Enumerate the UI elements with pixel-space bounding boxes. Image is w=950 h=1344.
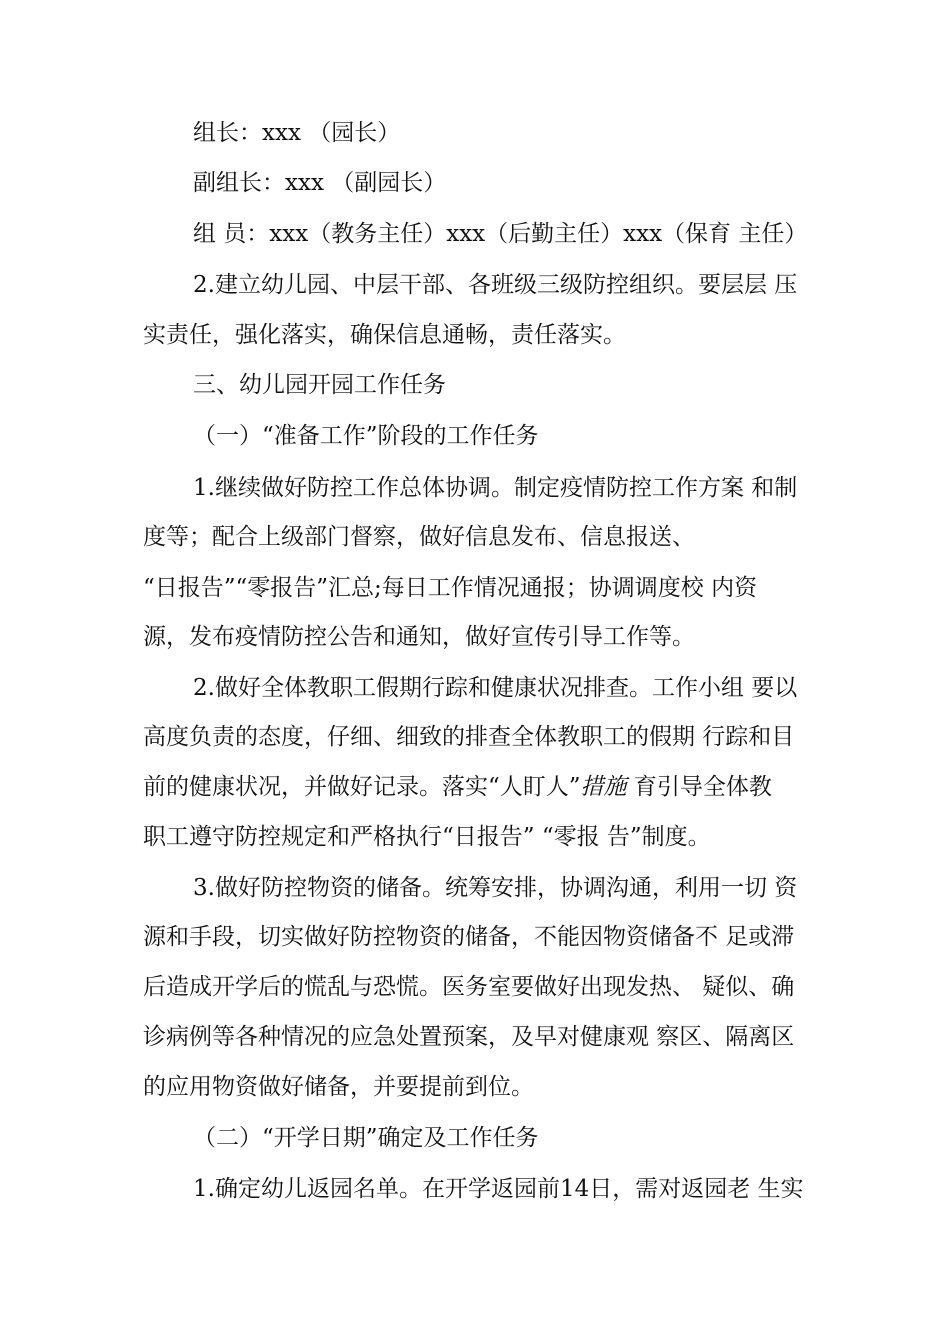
paragraph-line: 的应用物资做好储备，并要提前到位。 xyxy=(143,1074,534,1100)
paragraph-line xyxy=(143,772,772,802)
members-line: 组 员：xxx（教务主任）xxx（后勤主任）xxx（保育 主任） xyxy=(193,221,808,247)
leader-line: 组长：xxx （园长） xyxy=(193,120,401,146)
deputy-leader-line: 副组长：xxx （副园长） xyxy=(193,170,447,196)
paragraph-line: “日报告”“零报告”汇总;每日工作情况通报；协调调度校 内资 xyxy=(143,575,758,601)
paragraph-line: 高度负责的态度，仔细、细致的排查全体教职工的假期 行踪和目 xyxy=(143,724,795,750)
paragraph-line: 2.做好全体教职工假期行踪和健康状况排查。工作小组 要以 xyxy=(193,675,798,701)
paragraph-line: 实责任，强化落实，确保信息通畅，责任落实。 xyxy=(143,322,626,348)
paragraph-line: 职工遵守防控规定和严格执行“日报告” “零报 告”制度。 xyxy=(143,824,711,850)
paragraph-line: 源，发布疫情防控公告和通知，做好宣传引导工作等。 xyxy=(143,624,695,650)
paragraph-line: 1.确定幼儿返园名单。在开学返园前14日，需对返园老 生实 xyxy=(193,1176,804,1202)
subsection-heading: （二）“开学日期”确定及工作任务 xyxy=(193,1125,539,1151)
paragraph-text: 前的健康状况，并做好记录。落实“人盯人” xyxy=(143,774,581,800)
paragraph-line: 源和手段，切实做好防控物资的储备，不能因物资储备不 足或滞 xyxy=(143,924,795,950)
paragraph-line: 1.继续做好防控工作总体协调。制定疫情防控工作方案 和制 xyxy=(193,475,798,501)
paragraph-text: 育引导全体教 xyxy=(633,774,772,800)
paragraph-line: 诊病例等各种情况的应急处置预案，及早对健康观 察区、隔离区 xyxy=(143,1024,795,1050)
subsection-heading: （一）“准备工作”阶段的工作任务 xyxy=(193,423,539,449)
section-heading: 三、幼儿园开园工作任务 xyxy=(193,372,446,398)
paragraph-line: 后造成开学后的慌乱与恐慌。医务室要做好出现发热、 疑似、确 xyxy=(143,974,795,1000)
italic-text: 措施 xyxy=(580,774,627,800)
paragraph-line: 3.做好防控物资的储备。统筹安排，协调沟通，利用一切 资 xyxy=(193,875,798,901)
paragraph-line: 2.建立幼儿园、中层干部、各班级三级防控组织。要层层 压 xyxy=(193,272,798,298)
paragraph-line: 度等；配合上级部门督察，做好信息发布、信息报送、 xyxy=(143,524,695,550)
